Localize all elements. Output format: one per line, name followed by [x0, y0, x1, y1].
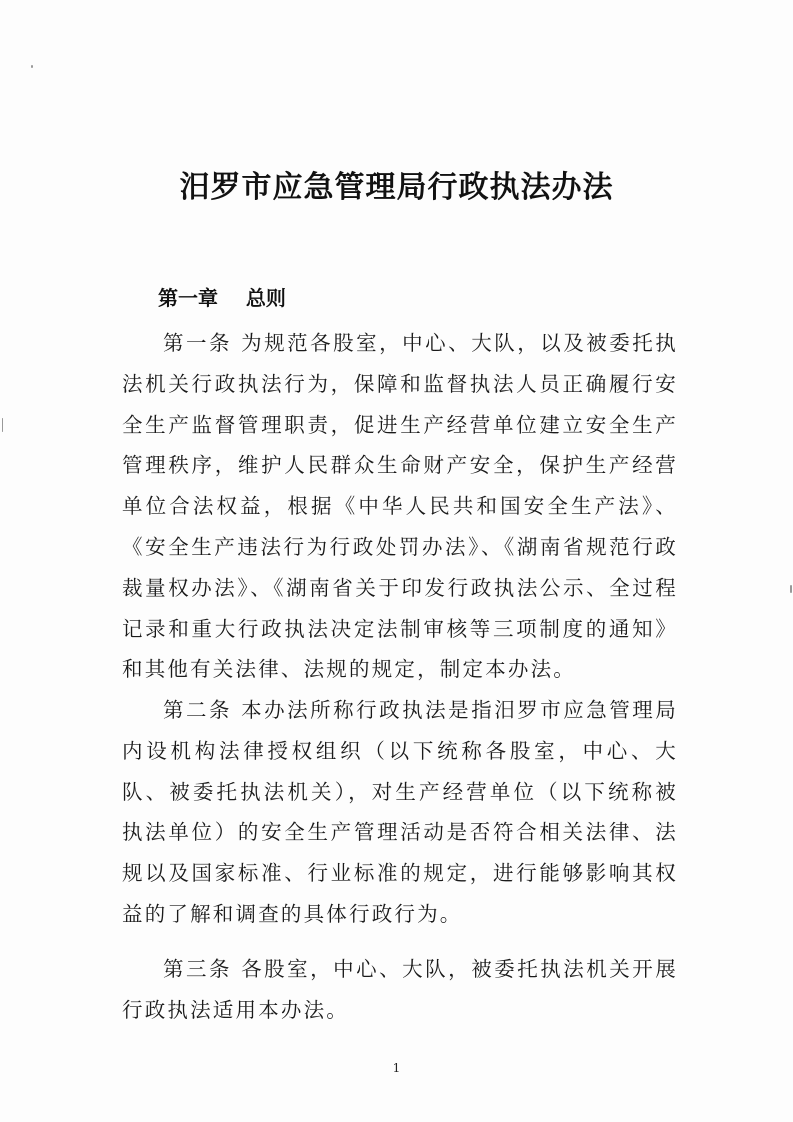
page-number: 1 [392, 1061, 401, 1075]
article-1-paragraph: 第一条 为规范各股室，中心、大队，以及被委托执法机关行政执法行为，保障和监督执法人员正确履行安全生产监督管理职责，促进生产经营单位建立安全生产管理秩序，维护人民群众生命财产安全，保护生产经营单位合法权益，根据《中华人民共和国安全生产法》、《安全生产违法行为行政处罚办法》、《湖南省规范行政裁量权办法》、《湖南省关于印发行政执法公示、全过程记录和重大行政执法决定法制审核等三项制度的通知》和其他有关法律、法规的规定，制定本办法。 [122, 331, 678, 682]
article-3-paragraph: 第三条 各股室，中心、大队，被委托执法机关开展行政执法适用本办法。 [122, 957, 678, 1022]
scan-speck-mark [31, 65, 33, 68]
scan-speck-mark [790, 585, 792, 593]
article-2-paragraph: 第二条 本办法所称行政执法是指汨罗市应急管理局内设机构法律授权组织（以下统称各股室，中心、大队、被委托执法机关），对生产经营单位（以下统称被执法单位）的安全生产管理活动是否符合相关法律、法规以及国家标准、行业标准的规定，进行能够影响其权益的了解和调查的具体行政行为。 [122, 698, 678, 926]
scan-speck-mark [2, 418, 3, 432]
chapter-heading: 第一章 总则 [158, 286, 286, 310]
document-title: 汨罗市应急管理局行政执法办法 [179, 170, 614, 205]
